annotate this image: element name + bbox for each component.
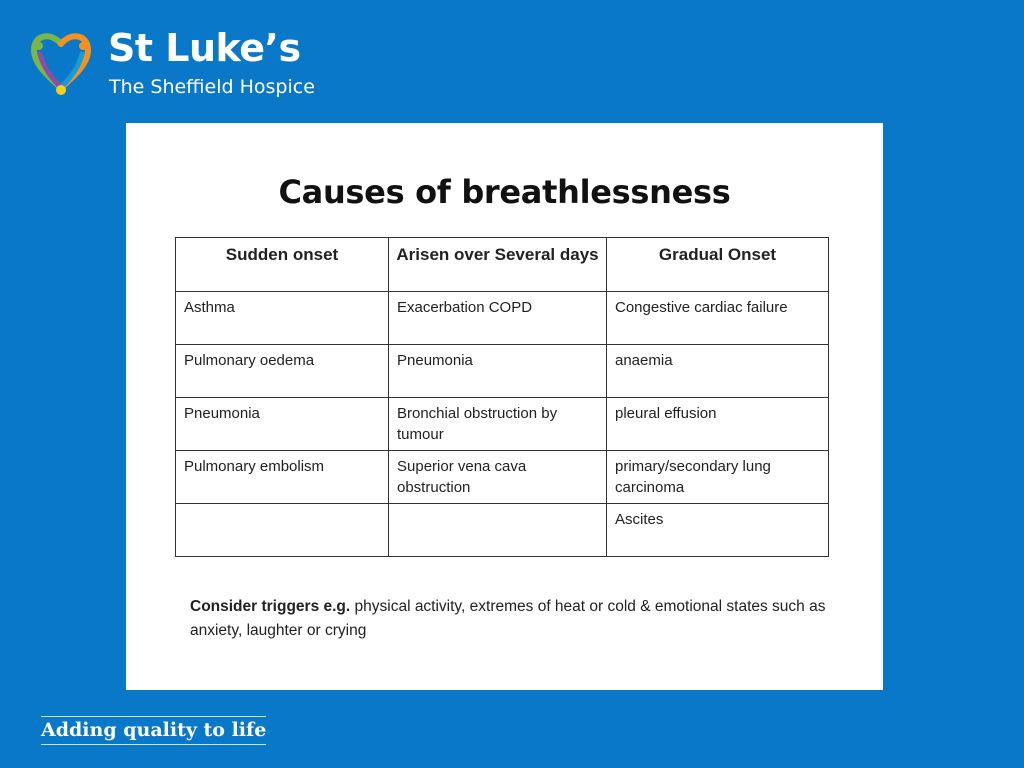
table-row — [176, 504, 829, 557]
table-cell: Exacerbation COPD — [389, 292, 607, 345]
slide-title: Causes of breathlessness — [278, 173, 731, 211]
table-cell: primary/secondary lung carcinoma — [607, 451, 829, 504]
table-cell: Bronchial obstruction by tumour — [389, 398, 607, 451]
causes-table — [175, 237, 829, 557]
table-cell: Pneumonia — [389, 345, 607, 398]
logo-subtitle: The Sheffield Hospice — [109, 76, 315, 98]
table-row — [176, 292, 829, 345]
table-cell: Pulmonary embolism — [176, 451, 389, 504]
column-header-several-days: Arisen over Several days — [389, 238, 607, 292]
table-row — [176, 398, 829, 451]
logo-name: St Luke’s — [108, 26, 301, 70]
table-cell — [176, 504, 389, 557]
table-cell: Pneumonia — [176, 398, 389, 451]
triggers-note — [190, 595, 830, 643]
table-cell: Pulmonary oedema — [176, 345, 389, 398]
hospice-logo — [30, 26, 330, 106]
column-header-gradual-onset: Gradual Onset — [607, 238, 829, 292]
heart-people-logo-icon — [30, 30, 92, 96]
table-cell: anaemia — [607, 345, 829, 398]
table-cell: Superior vena cava obstruction — [389, 451, 607, 504]
table-cell: Asthma — [176, 292, 389, 345]
table-cell: Congestive cardiac failure — [607, 292, 829, 345]
column-header-sudden-onset: Sudden onset — [176, 238, 389, 292]
footer-tagline: Adding quality to life — [41, 716, 266, 745]
table-cell: Ascites — [607, 504, 829, 557]
triggers-note-text: physical activity, extremes of heat or cold & emotional states such as anxiety, laughter or crying — [190, 598, 826, 639]
table-row — [176, 345, 829, 398]
triggers-note-lead: Consider triggers e.g. — [190, 598, 351, 615]
table-row — [176, 451, 829, 504]
table-header-row — [176, 238, 829, 292]
table-cell — [389, 504, 607, 557]
slide-card — [126, 123, 883, 690]
table-cell: pleural effusion — [607, 398, 829, 451]
